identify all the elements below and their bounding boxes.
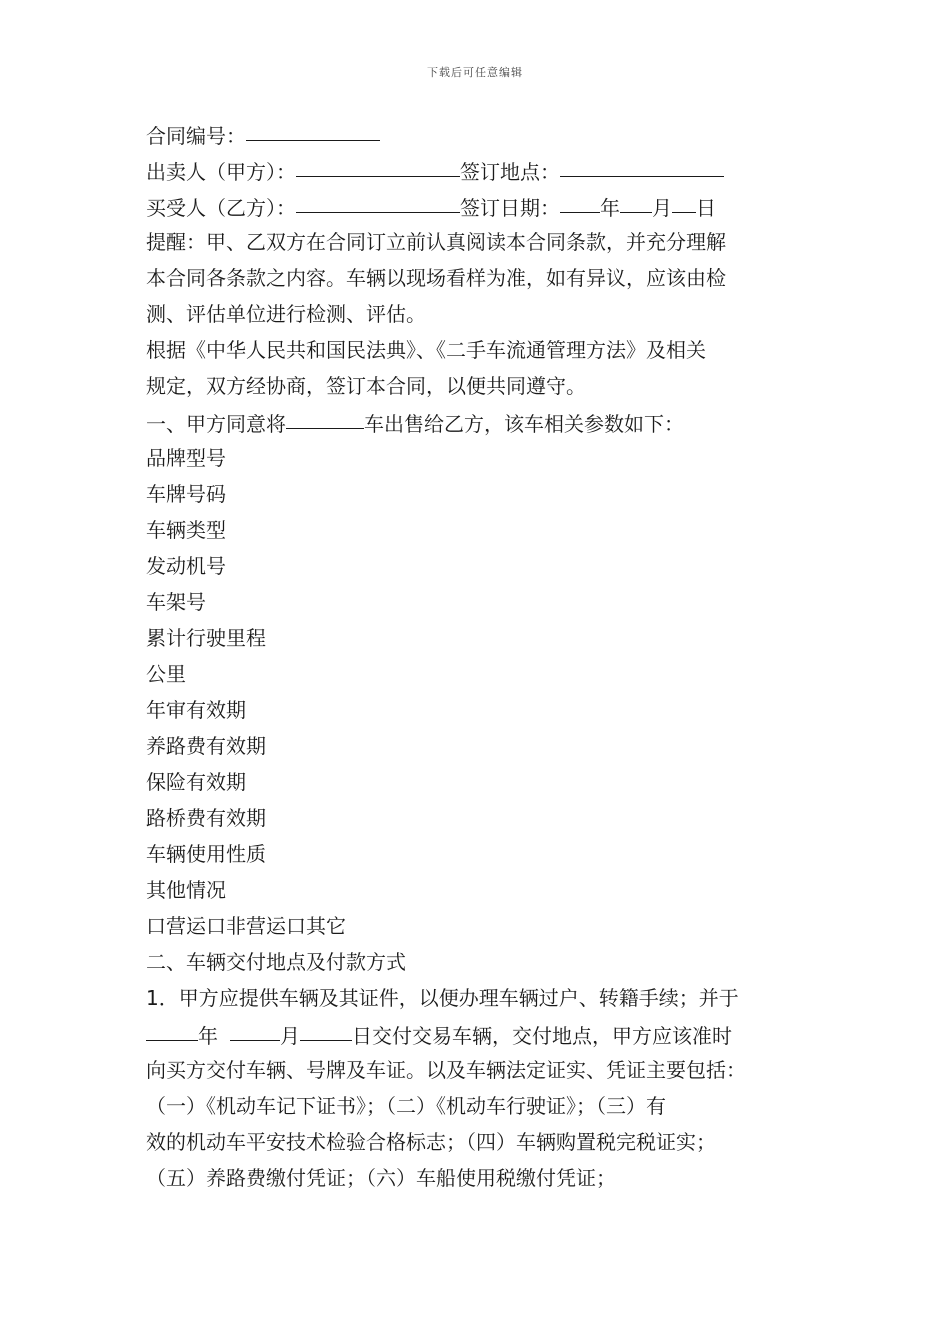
section2-title: 二、车辆交付地点及付款方式 <box>146 950 406 974</box>
vehicle-param-item: 路桥费有效期 <box>146 806 266 830</box>
buyer-label: 买受人（乙方）： <box>146 196 296 220</box>
reminder-line: 本合同各条款之内容。车辆以现场看样为准，如有异议，应该由检 <box>146 266 726 290</box>
clause1-line: 效的机动车平安技术检验合格标志；（四）车辆购置税完税证实； <box>146 1130 716 1154</box>
contract-number-line <box>146 116 810 152</box>
vehicle-param-item: 品牌型号 <box>146 446 226 470</box>
reminder-line: 提醒：甲、乙双方在合同订立前认真阅读本合同条款，并充分理解 <box>146 230 726 254</box>
vehicle-param-item: 车架号 <box>146 590 206 614</box>
sign-place-label: 签订地点： <box>460 160 560 184</box>
vehicle-param-item: 口营运口非营运口其它 <box>146 914 346 938</box>
delivery-month-blank <box>230 1016 280 1041</box>
contract-number-label: 合同编号： <box>146 124 246 148</box>
vehicle-param-item: 累计行驶里程 <box>146 626 266 650</box>
page-header-watermark: 下载后可任意编辑 <box>427 66 523 79</box>
vehicle-param-item: 其他情况 <box>146 878 226 902</box>
vehicle-param-item: 车牌号码 <box>146 482 226 506</box>
contract-body <box>146 116 810 1196</box>
basis-line: 根据《中华人民共和国民法典》、《二手车流通管理方法》及相关 <box>146 338 706 362</box>
vehicle-param-item: 保险有效期 <box>146 770 246 794</box>
sign-date-month-blank <box>620 188 652 213</box>
sign-date-year: 年 <box>600 196 620 220</box>
delivery-day-blank <box>300 1016 352 1041</box>
basis-line: 规定，双方经协商，签订本合同，以便共同遵守。 <box>146 374 586 398</box>
sign-date-day-blank <box>672 188 696 213</box>
buyer-blank <box>296 188 460 213</box>
sign-date-label: 签订日期： <box>460 196 560 220</box>
vehicle-blank <box>286 404 364 429</box>
vehicle-param-item: 公里 <box>146 662 186 686</box>
delivery-month: 月 <box>280 1024 300 1048</box>
vehicle-param-item: 车辆使用性质 <box>146 842 266 866</box>
seller-line <box>146 152 810 188</box>
buyer-line <box>146 188 810 224</box>
clause1-line: 向买方交付车辆、号牌及车证。以及车辆法定证实、凭证主要包括： <box>146 1058 746 1082</box>
section1-line <box>146 404 810 440</box>
section1-prefix: 一、甲方同意将 <box>146 412 286 436</box>
delivery-year-blank <box>146 1016 198 1041</box>
clause1-line2-suffix: 日交付交易车辆，交付地点，甲方应该准时 <box>352 1024 732 1048</box>
vehicle-param-item: 发动机号 <box>146 554 226 578</box>
delivery-year: 年 <box>198 1024 218 1048</box>
sign-date-month: 月 <box>652 196 672 220</box>
vehicle-param-item: 车辆类型 <box>146 518 226 542</box>
vehicle-param-item: 年审有效期 <box>146 698 246 722</box>
seller-blank <box>296 152 460 177</box>
sign-date-year-blank <box>560 188 600 213</box>
contract-number-blank <box>246 116 380 141</box>
clause1-line: （一）《机动车记下证书》；（二）《机动车行驶证》；（三）有 <box>146 1094 666 1118</box>
sign-place-blank <box>560 152 724 177</box>
seller-label: 出卖人（甲方）： <box>146 160 296 184</box>
section1-suffix: 车出售给乙方，该车相关参数如下： <box>364 412 684 436</box>
clause1-line: （五）养路费缴付凭证；（六）车船使用税缴付凭证； <box>146 1166 616 1190</box>
reminder-line: 测、评估单位进行检测、评估。 <box>146 302 426 326</box>
clause1-line: 1．甲方应提供车辆及其证件，以便办理车辆过户、转籍手续；并于 <box>146 986 739 1010</box>
vehicle-param-item: 养路费有效期 <box>146 734 266 758</box>
clause1-date-line <box>146 1016 810 1052</box>
sign-date-day: 日 <box>696 196 716 220</box>
